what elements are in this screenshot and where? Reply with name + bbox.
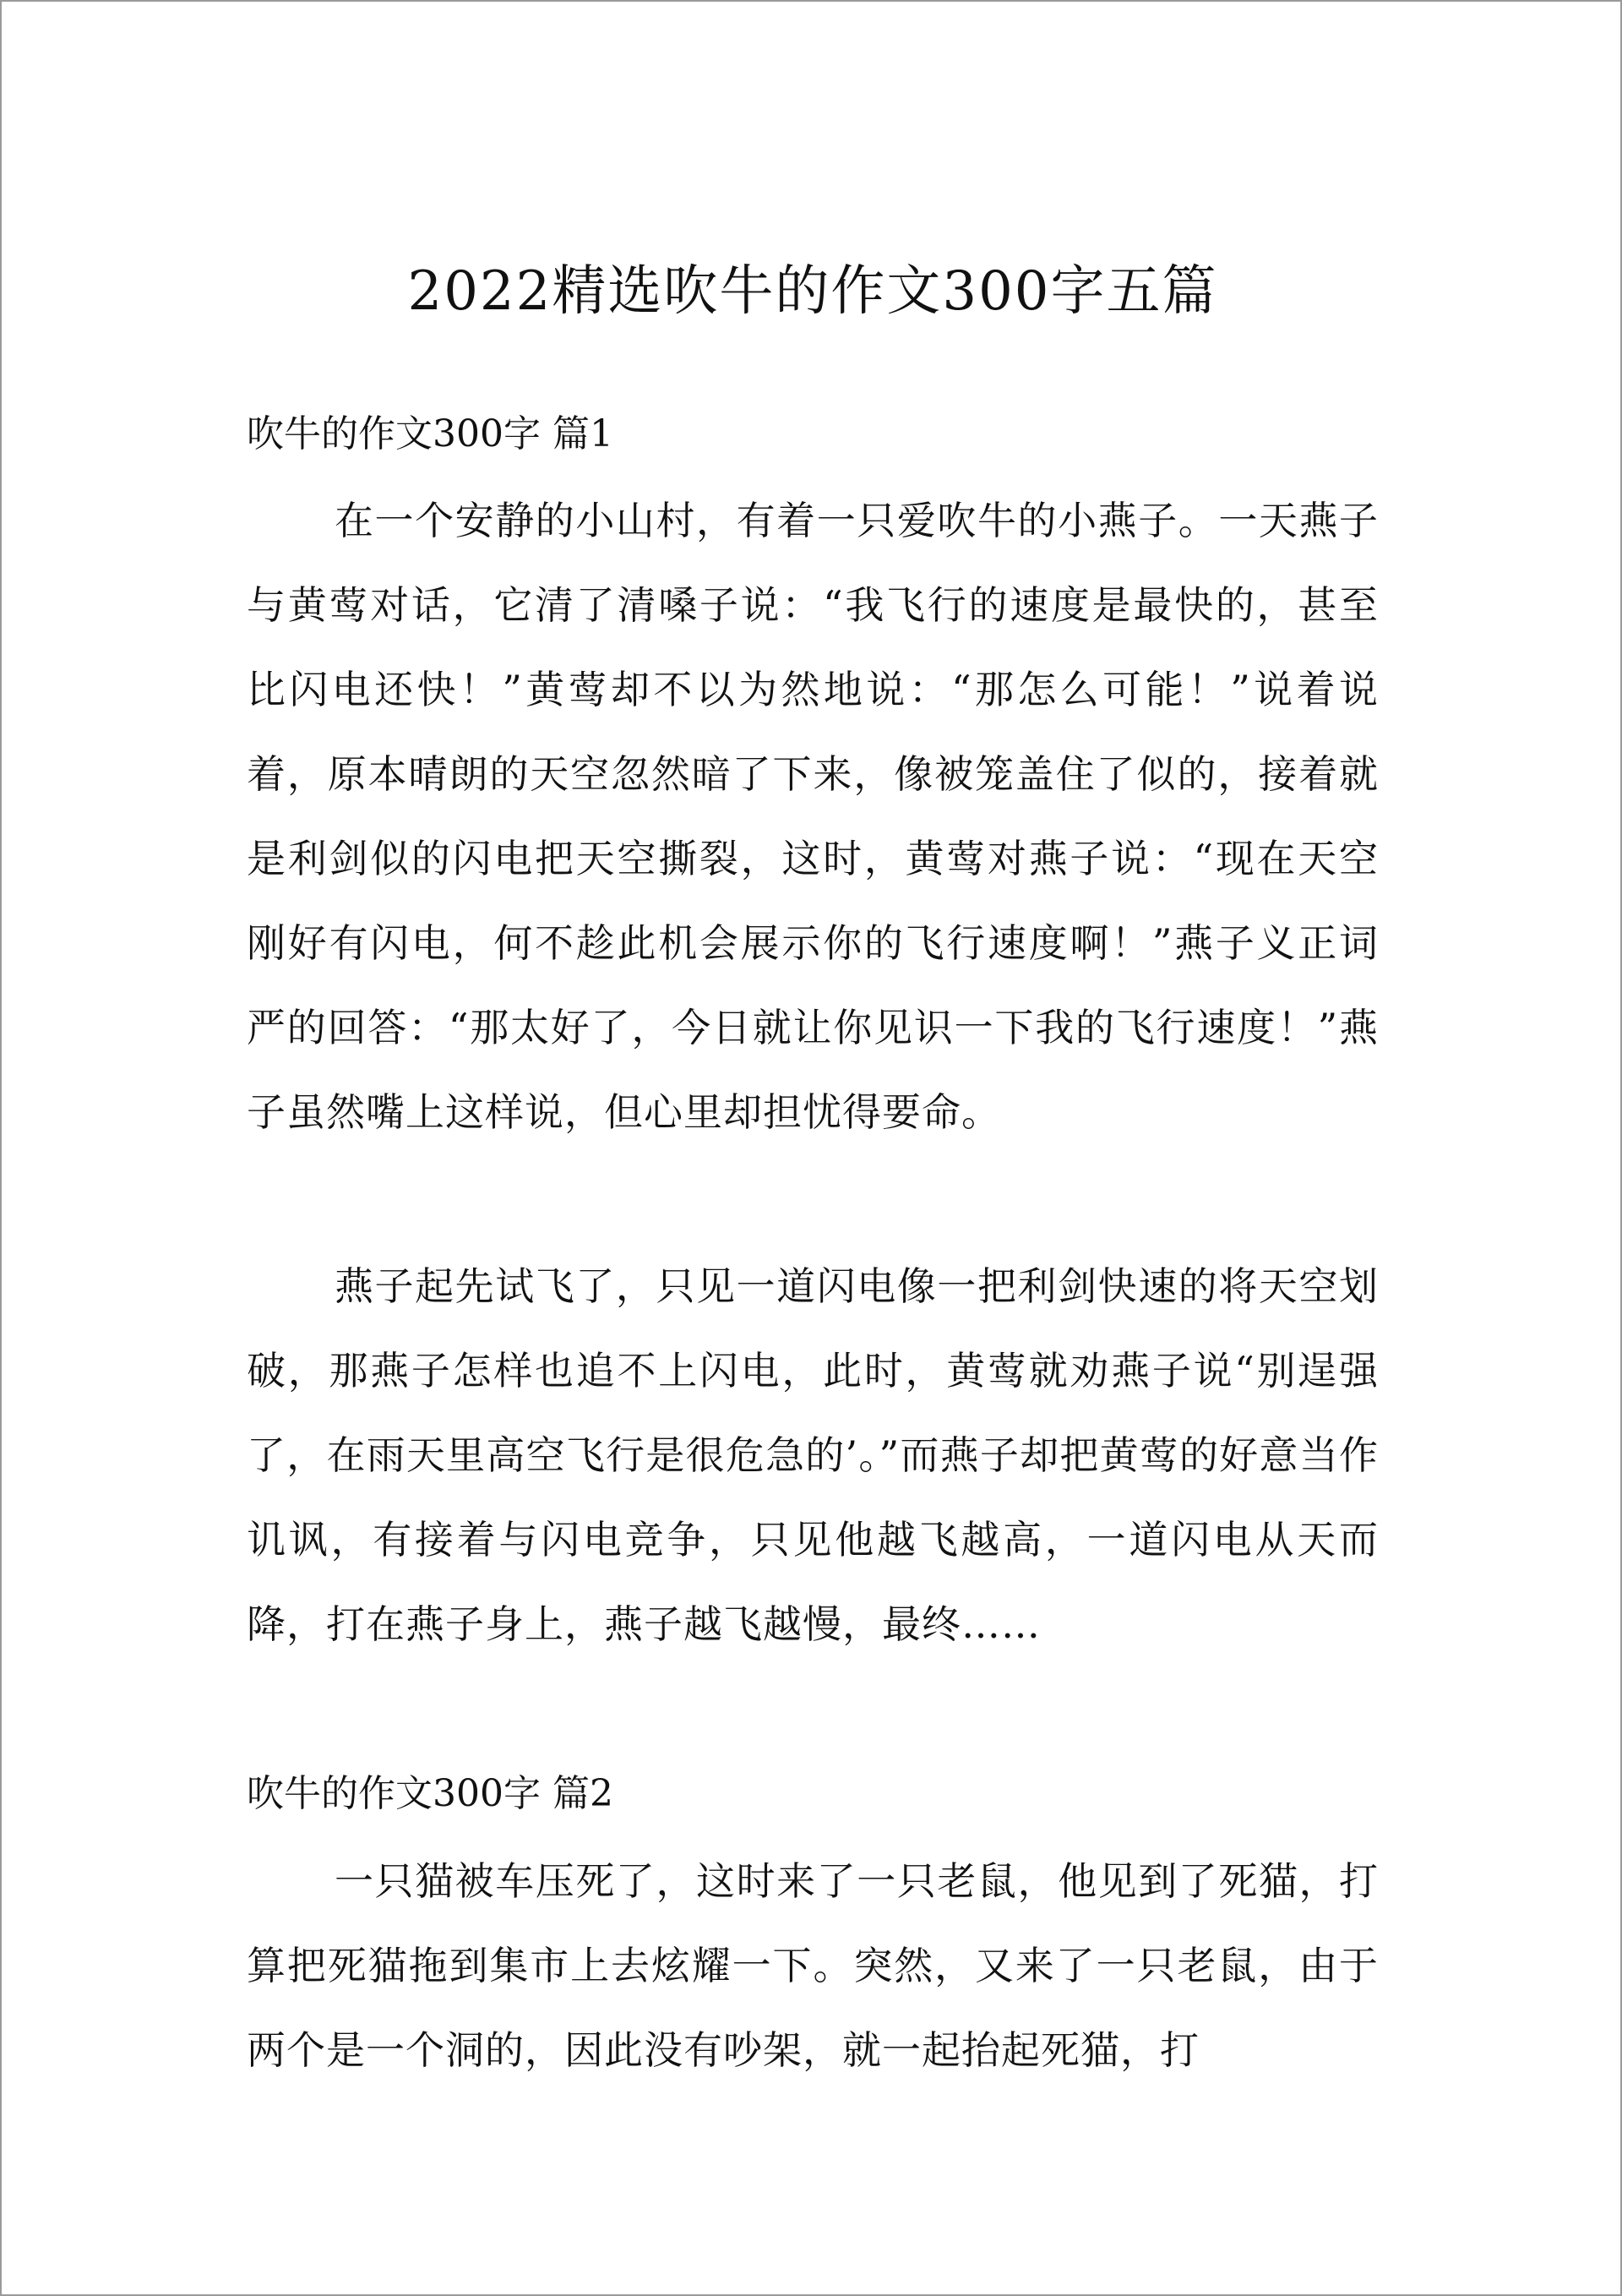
section-heading-1: 吹牛的作文300字 篇1	[247, 412, 613, 455]
section-1-paragraph-2: 燕子起先试飞了，只见一道闪电像一把利剑快速的将天空划破，那燕子怎样也追不上闪电，此时，黄莺就劝燕子说“别逞强了，在雨天里高空飞行是很危急的’。”而燕子却把黄莺的好意当作讥讽，有接着与闪电竞争，只见他越飞越高，一道闪电从天而降，打在燕子身上，燕子越飞越慢，最终……	[247, 1263, 1379, 1647]
section-2-paragraph-1: 一只猫被车压死了，这时来了一只老鼠，他见到了死猫，打算把死猫拖到集市上去炫耀一下。突然，又来了一只老鼠，由于两个是一个洞的，因此没有吵架，就一起抬起死猫，打	[247, 1858, 1379, 2073]
document-title: 2022精选吹牛的作文300字五篇	[407, 260, 1218, 323]
section-1-paragraph-1: 在一个安静的小山村，有着一只爱吹牛的小燕子。一天燕子与黄莺对话，它清了清嗓子说：“我飞行的速度是最快的，甚至比闪电还快！”黄莺却不以为然地说：“那怎么可能！”说着说着，原本晴朗的天空忽然暗了下来，像被笼盖住了似的，接着就是利剑似的闪电把天空撕裂，这时，黄莺对燕子说：“现在天空刚好有闪电，何不趁此机会展示你的飞行速度啊！”燕子义正词严的回答：“那太好了，今日就让你见识一下我的飞行速度！”燕子虽然嘴上这样说，但心里却担忧得要命。	[247, 498, 1379, 1135]
section-heading-2: 吹牛的作文300字 篇2	[247, 1772, 613, 1815]
